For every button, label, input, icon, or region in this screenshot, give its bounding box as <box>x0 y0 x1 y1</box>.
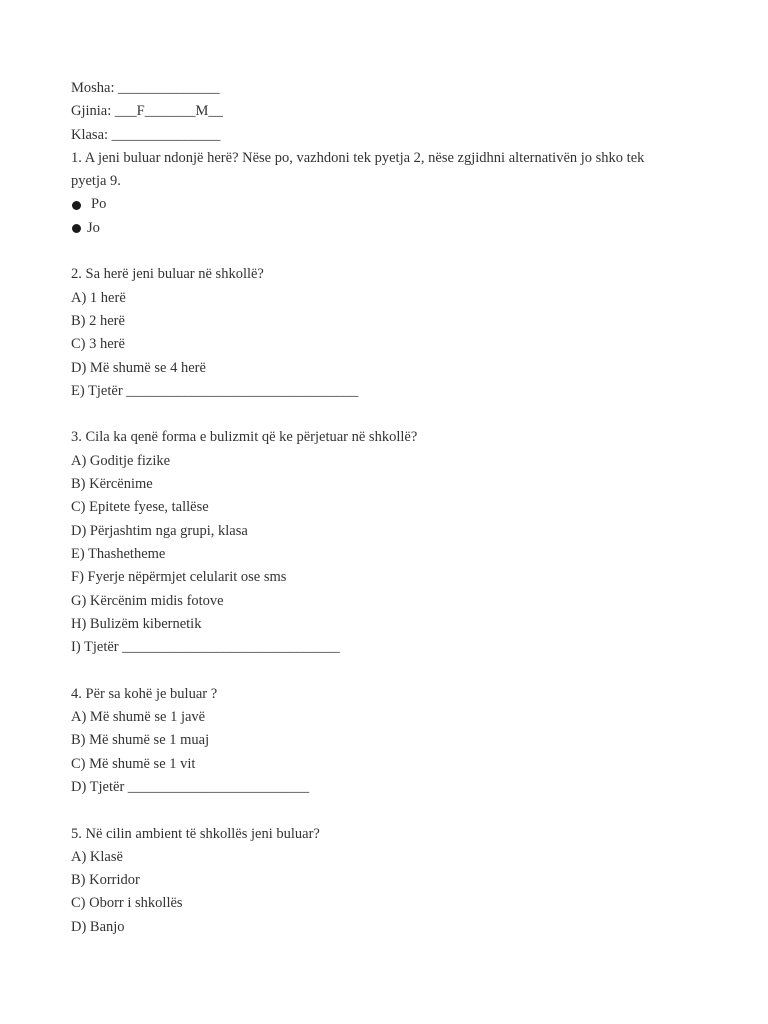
option-item: A) Klasë <box>71 848 123 865</box>
option-label: Jo <box>87 219 100 236</box>
option-item: B) Më shumë se 1 muaj <box>71 732 210 749</box>
bullet-icon <box>72 201 81 210</box>
option-item: A) 1 herë <box>71 289 126 306</box>
question-4 <box>71 683 691 799</box>
gender-field: Gjinia: ___F_______M__ <box>71 103 223 120</box>
option-item: D) Tjetër _________________________ <box>71 778 310 795</box>
bullet-icon <box>72 224 81 233</box>
questionnaire-page <box>71 77 691 939</box>
option-po <box>71 193 691 216</box>
option-item: D) Përjashtim nga grupi, klasa <box>71 522 248 539</box>
option-item: B) Korridor <box>71 872 140 889</box>
option-item: D) Më shumë se 4 herë <box>71 359 206 376</box>
option-item: C) Oborr i shkollës <box>71 895 183 912</box>
option-item: B) 2 herë <box>71 312 125 329</box>
class-field: Klasa: _______________ <box>71 126 221 143</box>
question-2 <box>71 263 691 403</box>
option-item: F) Fyerje nëpërmjet celularit ose sms <box>71 569 287 586</box>
option-item: A) Goditje fizike <box>71 452 171 469</box>
question-text: 3. Cila ka qenë forma e bulizmit që ke përjetuar në shkollë? <box>71 429 418 446</box>
question-1 <box>71 147 691 240</box>
option-item: H) Bulizëm kibernetik <box>71 615 202 632</box>
option-item: A) Më shumë se 1 javë <box>71 709 206 726</box>
option-label: Po <box>91 196 107 213</box>
option-item: C) 3 herë <box>71 336 125 353</box>
option-item: I) Tjetër ______________________________ <box>71 639 340 656</box>
question-text: 1. A jeni buluar ndonjë herë? Nëse po, vazhdoni tek pyetja 2, nëse zgjidhni alternativën jo shko tek <box>71 149 645 166</box>
option-item: E) Tjetër ________________________________ <box>71 382 359 399</box>
question-text-continued: pyetja 9. <box>71 173 121 190</box>
age-field: Mosha: ______________ <box>71 80 220 96</box>
option-item: C) Epitete fyese, tallëse <box>71 499 209 516</box>
option-item: G) Kërcënim midis fotove <box>71 592 224 609</box>
option-item: D) Banjo <box>71 918 125 935</box>
option-jo <box>71 217 691 240</box>
question-text: 4. Për sa kohë je buluar ? <box>71 685 218 702</box>
option-item: C) Më shumë se 1 vit <box>71 755 196 772</box>
option-item: E) Thashetheme <box>71 545 166 562</box>
option-item: B) Kërcënime <box>71 476 153 493</box>
question-text: 5. Në cilin ambient të shkollës jeni buluar? <box>71 825 320 842</box>
question-3 <box>71 426 691 659</box>
question-text: 2. Sa herë jeni buluar në shkollë? <box>71 266 264 283</box>
question-5 <box>71 823 691 939</box>
